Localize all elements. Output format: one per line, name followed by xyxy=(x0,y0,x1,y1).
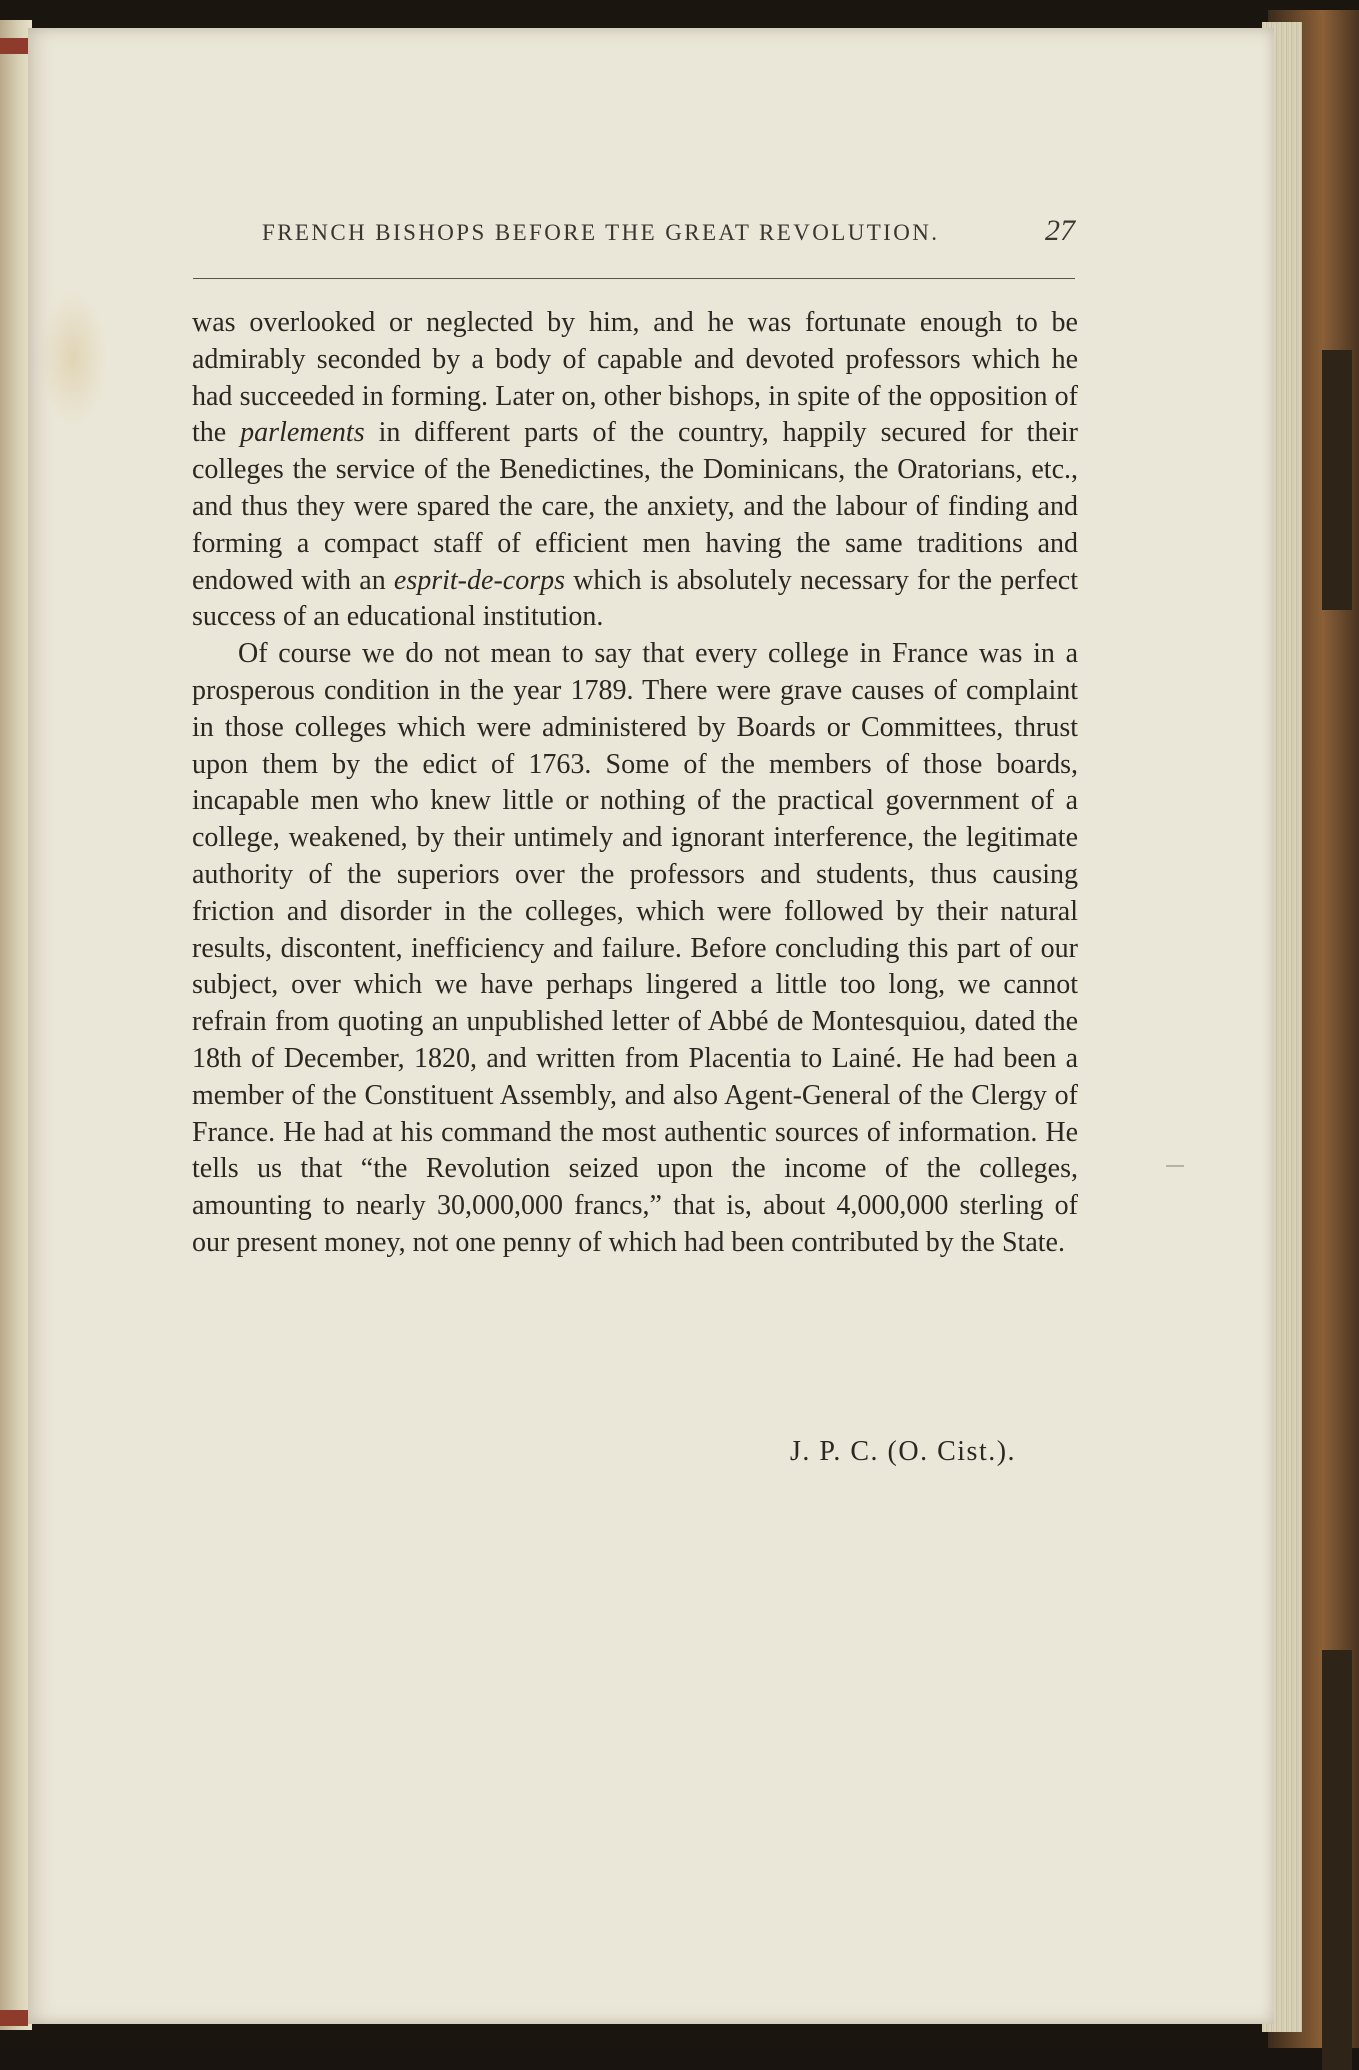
body-text xyxy=(192,305,1078,1262)
page-number: 27 xyxy=(1045,214,1075,247)
paragraph-1-text-a: was overlooked or neglected by him, and he was fortunate enough to be admirably seconded by a body of capable and devoted professors which he had succeeded in forming. Later on, other bishops, in spite of the opposition of the xyxy=(192,307,1078,449)
paragraph-1-text-b: in different parts of the country, happily secured for their colleges the service of the Benedictines, the Dominicans, the Oratorians, etc., and thus they were spared the care, the anxiety, and the labour of finding and forming a compact staff of efficient men having the same traditions and endowed with an xyxy=(192,417,1078,596)
author-signature: J. P. C. (O. Cist.). xyxy=(790,1436,1017,1467)
page-stain xyxy=(38,288,108,428)
paragraph-1-text-c: which is absolutely necessary for the perfect success of an educational institution. xyxy=(192,564,1078,633)
header-rule xyxy=(193,278,1075,279)
paragraph-2: Of course we do not mean to say that every college in France was in a prosperous condition in the year 1789. There were grave causes of complaint in those colleges which were administered by Boards or Committees, thrust upon them by the edict of 1763. Some of the members of those boards, incapable men who knew little or nothing of the practical government of a college, weakened, by their untimely and ignorant interference, the legitimate authority of the superiors over the professors and students, thus causing friction and disorder in the colleges, which were followed by their natural results, discontent, inefficiency and failure. Before concluding this part of our subject, over which we have perhaps lingered a little too long, we cannot refrain from quoting an unpublished letter of Abbé de Montesquiou, dated the 18th of December, 1820, and written from Placentia to Lainé. He had been a member of the Constituent Assembly, and also Agent-General of the Clergy of France. He had at his command the most authentic sources of information. He tells us that “the Revolution seized upon the income of the colleges, amounting to nearly 30,000,000 francs,” that is, about 4,000,000 sterling of our present money, not one penny of which had been contributed by the State. xyxy=(192,638,1078,1258)
italic-term-parlements: parlements xyxy=(240,417,365,449)
cover-band xyxy=(1322,1650,1352,2070)
binding-thread-mark xyxy=(0,38,28,54)
running-title: FRENCH BISHOPS BEFORE THE GREAT REVOLUTION. xyxy=(262,220,940,245)
cover-band xyxy=(1322,350,1352,610)
paragraph-1 xyxy=(192,305,1078,636)
margin-mark xyxy=(1166,1165,1184,1167)
italic-term-esprit-de-corps: esprit-de-corps xyxy=(393,564,565,596)
binding-thread-mark xyxy=(0,2010,28,2026)
